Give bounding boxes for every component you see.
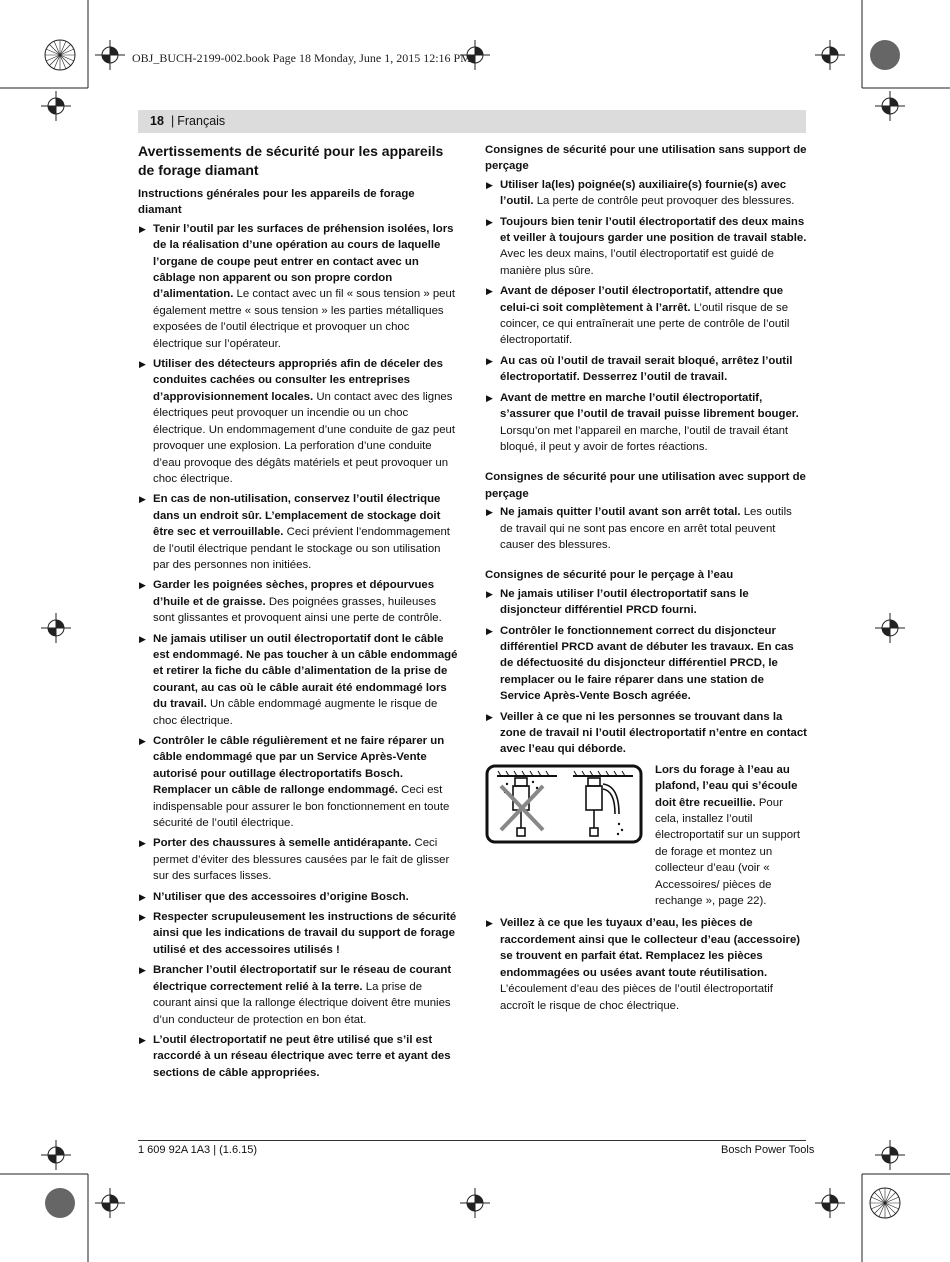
- safety-item: [485, 390, 807, 456]
- section2-heading: Consignes de sécurité pour une utilisation avec support de perçage: [485, 471, 806, 500]
- bullet-arrow-icon: ▶: [486, 588, 493, 599]
- left-column: [138, 142, 460, 1085]
- item-explanation: Ceci est indispensable pour assurer le bon fonctionnement en toute sécurité de l’outil électrique.: [153, 784, 450, 830]
- footer-brand: Bosch Power Tools: [721, 1144, 815, 1156]
- item-explanation: Ceci permet d’éviter des blessures causées par le fait de glisser sur des surfaces lisses.: [153, 837, 450, 883]
- bullet-arrow-icon: ▶: [486, 179, 493, 190]
- item-explanation: L’écoulement d’eau des pièces de l’outil électroportatif accroît le risque de choc électrique.: [500, 983, 773, 1012]
- footer-doc-code: 1 609 92A 1A3 | (1.6.15): [138, 1144, 258, 1156]
- bullet-arrow-icon: ▶: [486, 286, 493, 297]
- safety-item: [138, 221, 460, 352]
- safety-item: [485, 353, 807, 386]
- item-explanation: L’outil risque de se coincer, ce qui entraînerait une perte de contrôle de l’outil électroportatif.: [500, 301, 790, 347]
- section3-item-list: [485, 586, 807, 758]
- safety-item: [485, 915, 807, 1013]
- bullet-arrow-icon: ▶: [486, 625, 493, 636]
- safety-item: [138, 733, 460, 831]
- safety-item: [138, 1032, 460, 1081]
- item-explanation: Le contact avec un fil « sous tension » peut également mettre « sous tension » les parties métalliques exposées de l’outil électrique et provoquer un choc électrique sur l’opérateur.: [153, 288, 456, 350]
- bullet-arrow-icon: ▶: [139, 912, 146, 923]
- footer-rule: [138, 1140, 806, 1141]
- item-instruction: Utiliser la(les) poignée(s) auxiliaire(s) fournie(s) avec l’outil.: [500, 178, 787, 208]
- printer-header: OBJ_BUCH-2199-002.book Page 18 Monday, June 1, 2015 12:16 PM: [132, 51, 471, 65]
- item-instruction: L’outil électroportatif ne peut être utilisé que s’il est raccordé à un réseau électrique avec terre et ayant des sections de câble appropriées.: [153, 1033, 451, 1079]
- item-explanation: Un contact avec des lignes électriques peut provoquer un incendie ou un choc électrique. Un endommagement d’une conduite de gaz peut provoquer une explosion. La perforation d’une conduite d’eau provoque des dégâts matériels et peut provoquer un choc électrique.: [153, 390, 456, 485]
- bullet-arrow-icon: ▶: [486, 355, 493, 366]
- safety-item: [485, 214, 807, 280]
- item-instruction: Toujours bien tenir l’outil électroportatif des deux mains et veiller à toujours garder une position de travail stable.: [500, 215, 807, 245]
- section1-item-list: [485, 177, 807, 456]
- page-number: 18: [150, 114, 164, 128]
- item-explanation: La prise de courant ainsi que la rallonge électrique doivent être munies d’un conducteur de protection en bon état.: [153, 980, 451, 1026]
- item-instruction: Garder les poignées sèches, propres et dépourvues d’huile et de graisse.: [153, 579, 435, 608]
- bullet-arrow-icon: ▶: [139, 965, 146, 976]
- item-instruction: Veiller à ce que ni les personnes se trouvant dans la zone de travail ni l’outil électroportatif n’entre en contact avec l’eau qui déborde.: [500, 710, 807, 756]
- bullet-arrow-icon: ▶: [486, 918, 493, 929]
- subheading: Instructions générales pour les appareils de forage diamant: [138, 188, 415, 217]
- item-instruction: Brancher l’outil électroportatif sur le réseau de courant électrique correctement relié à la terre.: [153, 964, 452, 993]
- bullet-arrow-icon: ▶: [139, 838, 146, 849]
- right-column: [485, 142, 807, 1018]
- safety-item: [485, 586, 807, 619]
- corner-disc-top-right-icon: [870, 40, 900, 70]
- page-language: | Français: [171, 114, 225, 128]
- bullet-arrow-icon: ▶: [486, 507, 493, 518]
- corner-disc-bottom-left-icon: [45, 1188, 75, 1218]
- item-explanation: Ceci prévient l’endommagement de l’outil électrique pendant le stockage ou son utilisation par des personnes non initiées.: [153, 526, 450, 571]
- safety-item: [138, 631, 460, 729]
- item-instruction: Ne jamais quitter l’outil avant son arrêt total.: [500, 506, 741, 519]
- safety-item: [485, 623, 807, 705]
- item-instruction: Respecter scrupuleusement les instructions de sécurité ainsi que les indications de travail du support de forage utilisé et des accessoires utilisés !: [153, 911, 457, 956]
- section2-item-list: [485, 504, 807, 553]
- section3-after-list: [485, 915, 807, 1013]
- safety-item: [138, 962, 460, 1028]
- safety-item: [485, 504, 807, 553]
- bullet-arrow-icon: ▶: [139, 580, 146, 591]
- corner-rosette-bottom-right-icon: [870, 1188, 900, 1218]
- bullet-arrow-icon: ▶: [139, 736, 146, 746]
- item-instruction: Contrôler le câble régulièrement et ne faire réparer un câble endommagé que par un Service Après-Vente autorisé pour outillage électroportatifs Bosch. Remplacer un câble de rallonge endommagé.: [153, 735, 445, 797]
- safety-item: [138, 491, 460, 573]
- item-explanation: Lorsqu’on met l’appareil en marche, l’outil de travail étant bloqué, il peut y avoir de fortes réactions.: [500, 424, 789, 453]
- item-instruction: Contrôler le fonctionnement correct du disjoncteur différentiel PRCD avant de débuter les travaux. En cas de défectuosité du disjoncteur différentiel PRCD, le remplacer ou le faire réparer dans une station de Service Après-Vente Bosch agréée.: [500, 624, 794, 703]
- safety-item: [138, 889, 460, 905]
- item-instruction: Avant de déposer l’outil électroportatif, attendre que celui-ci soit complètement à l’arrêt.: [500, 285, 784, 314]
- corner-rosette-top-left-icon: [45, 40, 75, 70]
- item-explanation: La perte de contrôle peut provoquer des blessures.: [533, 195, 795, 208]
- section3-heading: Consignes de sécurité pour le perçage à l’eau: [485, 569, 734, 582]
- bullet-arrow-icon: ▶: [139, 359, 146, 370]
- item-instruction: Utiliser des détecteurs appropriés afin de déceler des conduites cachées ou consulter les entreprises d’approvisionnement locales.: [153, 358, 443, 403]
- safety-item: [485, 283, 807, 349]
- item-instruction: Tenir l’outil par les surfaces de préhension isolées, lors de la réalisation d’une opération au cours de laquelle l’organe de coupe peut entrer en contact avec un câblage non apparent ou son propre cordon d’alimentation.: [153, 222, 454, 301]
- item-explanation: Des poignées grasses, huileuses sont glissantes et provoquent ainsi une perte de contrôle.: [153, 595, 442, 625]
- item-instruction: Ne jamais utiliser un outil électroportatif dont le câble est endommagé. Ne pas toucher à un câble endommagé et retirer la fiche du câble d’alimentation de la prise de courant, au cas où le câble aurait été endommagé lors du travail.: [153, 632, 458, 711]
- item-instruction: N’utiliser que des accessoires d’origine Bosch.: [153, 890, 409, 903]
- bullet-arrow-icon: ▶: [139, 1034, 146, 1045]
- page-header-bar: [138, 110, 806, 133]
- item-instruction: Porter des chaussures à semelle antidérapante.: [153, 837, 412, 850]
- bullet-arrow-icon: ▶: [486, 392, 493, 403]
- item-instruction: Veillez à ce que les tuyaux d’eau, les pièces de raccordement ainsi que le collecteur d’eau (accessoire) se trouvent en parfait état. Remplacez les pièces endommagées ou usées avant toute réutilisation.: [500, 917, 801, 979]
- safety-item: [138, 909, 460, 958]
- safety-item: [138, 835, 460, 884]
- item-instruction: Avant de mettre en marche l’outil électroportatif, s’assurer que l’outil de travail puisse librement bouger.: [500, 391, 799, 421]
- safety-item: [138, 577, 460, 626]
- item-explanation: Avec les deux mains, l’outil électroportatif est guidé de manière plus sûre.: [500, 248, 774, 277]
- item-instruction: En cas de non-utilisation, conservez l’outil électrique dans un endroit sûr. L’emplacement de stockage doit être sec et verrouillable.: [153, 493, 441, 539]
- item-explanation: Les outils de travail qui ne sont pas encore en arrêt total peuvent causer des blessures.: [500, 506, 792, 551]
- bullet-arrow-icon: ▶: [139, 891, 146, 902]
- section1-heading: Consignes de sécurité pour une utilisation sans support de perçage: [485, 144, 807, 173]
- bullet-arrow-icon: ▶: [139, 633, 146, 644]
- item-explanation: Un câble endommagé augmente le risque de choc électrique.: [153, 698, 438, 727]
- ceiling-drilling-water-icon: [485, 764, 643, 844]
- bullet-arrow-icon: ▶: [486, 711, 493, 722]
- section-title: Avertissements de sécurité pour les appareils de forage diamant: [138, 143, 444, 178]
- safety-item: [138, 356, 460, 487]
- figure-note: Lors du forage à l’eau au plafond, l’eau qui s’écoule doit être recueillie. Pour cela, installez l’outil électroportatif sur un support de forage et montez un collecteur d’eau (voir « Accessoires/ pièces de rechange », page 22).: [655, 763, 800, 908]
- bullet-arrow-icon: ▶: [486, 216, 493, 227]
- figure-row: [485, 762, 807, 910]
- bullet-arrow-icon: ▶: [139, 494, 146, 505]
- safety-item: [485, 177, 807, 210]
- safety-item: [485, 709, 807, 758]
- bullet-arrow-icon: ▶: [139, 223, 146, 234]
- left-item-list: [138, 221, 460, 1081]
- item-instruction: Au cas où l’outil de travail serait bloqué, arrêtez l’outil électroportatif. Desserrez l’outil de travail.: [500, 354, 793, 384]
- item-instruction: Ne jamais utiliser l’outil électroportatif sans le disjoncteur différentiel PRCD fourni.: [500, 587, 749, 617]
